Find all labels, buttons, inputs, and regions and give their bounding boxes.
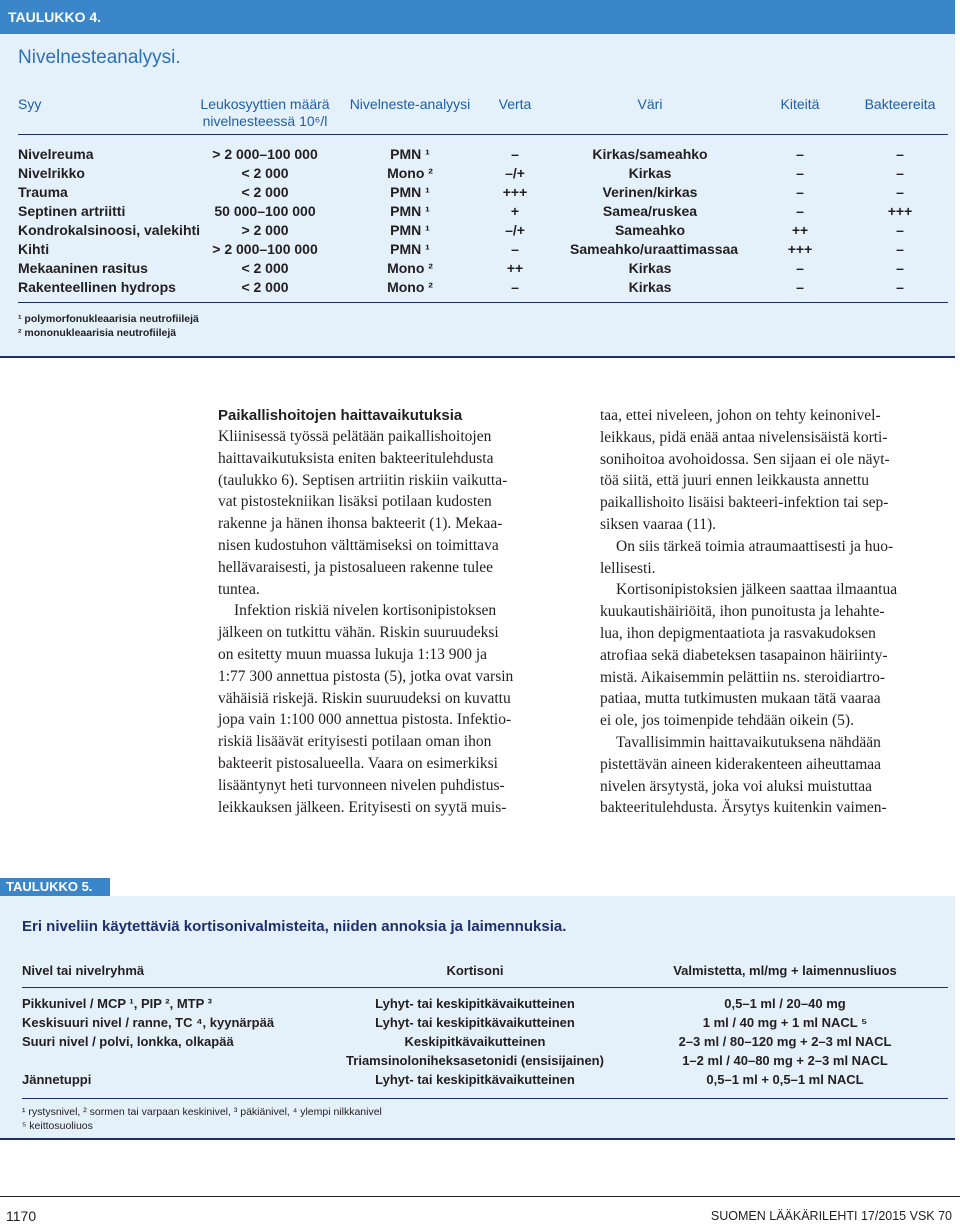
t4-cell-analyysi: PMN ¹ — [390, 184, 430, 200]
t4-cell-bakteereita: – — [896, 184, 904, 200]
t4-cell-bakteereita: – — [896, 165, 904, 181]
t4-cell-syy: Nivelreuma — [18, 146, 94, 162]
article-line: Kortisonipistoksien jälkeen saattaa ilmaantua — [616, 581, 898, 599]
t4-footnote-1: ¹ polymorfonukleaarisia neutrofiilejä — [18, 313, 199, 325]
article-line: patiaa, mutta tutkimusten mukaan tätä vaaraa — [600, 690, 881, 708]
t5-header-nivel: Nivel tai nivelryhmä — [22, 963, 145, 978]
footer-rule — [0, 1196, 960, 1197]
t4-cell-kiteita: – — [796, 146, 804, 162]
t5-header-kortisoni: Kortisoni — [446, 963, 504, 978]
t4-header-rule — [18, 134, 948, 135]
t4-cell-syy: Trauma — [18, 184, 68, 200]
t5-header-valmiste: Valmistetta, ml/mg + laimennusliuos — [673, 963, 897, 978]
t4-cell-bakteereita: – — [896, 222, 904, 238]
page-number: 1170 — [6, 1208, 37, 1224]
t4-cell-bakteereita: – — [896, 241, 904, 257]
article-line: Kliinisessä työssä pelätään paikallishoitojen — [218, 428, 492, 445]
t4-cell-vari: Kirkas/sameahko — [592, 146, 708, 162]
article-line: hellävaraisesti, ja pistosalueen rakenne tulee — [218, 558, 494, 576]
t5-cell-kortisoni: Lyhyt- tai keskipitkävaikutteinen — [375, 996, 575, 1011]
t4-cell-verta: – — [511, 279, 519, 295]
t4-cell-verta: – — [511, 241, 519, 257]
article-line: lisääntynyt heti turvonneen nivelen puhdistus- — [218, 776, 505, 794]
article-col1-text — [218, 426, 573, 818]
t4-cell-verta: ++ — [506, 260, 524, 276]
t4-cell-vari: Verinen/kirkas — [602, 184, 698, 200]
article-line: On siis tärkeä toimia atraumaattisesti ja huo- — [616, 537, 894, 555]
article-line: ei ole, jos toimenpide tehdään oikein (5). — [600, 712, 854, 730]
t5-header-rule — [22, 987, 948, 988]
t4-cell-vari: Samea/ruskea — [602, 203, 698, 219]
article-col2-text — [600, 405, 955, 819]
t4-cell-verta: +++ — [502, 184, 528, 200]
t5-cell-kortisoni: Lyhyt- tai keskipitkävaikutteinen — [375, 1015, 575, 1030]
article-line: bakteerit pistosalueella. Vaara on esimerkiksi — [218, 754, 498, 772]
t4-cell-kiteita: +++ — [787, 241, 813, 257]
t5-cell-valmiste: 2–3 ml / 80–120 mg + 2–3 ml NACL — [678, 1034, 892, 1049]
article-line: haittavaikutuksista eniten bakteeritulehdusta — [218, 449, 494, 467]
table5-title: Eri niveliin käytettäviä kortisonivalmisteita, niiden annoksia ja laimennuksia. — [22, 918, 567, 935]
t4-cell-analyysi: Mono ² — [387, 279, 433, 295]
t4-cell-leuko: > 2 000–100 000 — [212, 146, 318, 162]
table4-label: TAULUKKO 4. — [8, 9, 102, 25]
article-line: kuukautishäiriöitä, ihon punoitusta ja lehahte- — [600, 603, 885, 621]
article-line: vähäisiä riskejä. Riskin suuruudeksi on kuvattu — [218, 689, 511, 707]
t4-cell-syy: Septinen artriitti — [18, 203, 126, 219]
t4-cell-bakteereita: – — [896, 260, 904, 276]
t4-header-leuko-line2: nivelnesteessä 10⁶/l — [202, 113, 328, 129]
article-line: lua, ihon depigmentaatiota ja rasvakudoksen — [600, 624, 876, 642]
article-column-2 — [600, 405, 955, 819]
t4-cell-leuko: < 2 000 — [241, 165, 289, 181]
t4-cell-leuko: 50 000–100 000 — [214, 203, 316, 219]
t4-cell-leuko: > 2 000–100 000 — [212, 241, 318, 257]
t4-cell-analyysi: PMN ¹ — [390, 222, 430, 238]
t4-cell-leuko: > 2 000 — [241, 222, 289, 238]
table4-label-bar — [0, 0, 955, 34]
article-line: vat pistostekniikan lisäksi potilaan kudosten — [218, 493, 492, 511]
t4-cell-vari: Kirkas — [628, 279, 672, 295]
t5-footnote-2: ⁵ keittosuoliuos — [22, 1120, 93, 1132]
article-line: leikkaus, pidä enää antaa nivelensisäistä korti- — [600, 428, 888, 446]
article-line: jopa vain 1:100 000 annettua pistosta. Infektio- — [218, 711, 512, 729]
t4-cell-syy: Kondrokalsinoosi, valekihti — [18, 222, 201, 238]
t4-cell-kiteita: – — [796, 260, 804, 276]
t4-cell-analyysi: PMN ¹ — [390, 203, 430, 219]
t4-cell-verta: –/+ — [505, 222, 525, 238]
t4-cell-bakteereita: – — [896, 279, 904, 295]
t5-footnote-1: ¹ rystysnivel, ² sormen tai varpaan keskinivel, ³ päkiänivel, ⁴ ylempi nilkkanivel — [22, 1106, 382, 1118]
t4-cell-syy: Nivelrikko — [18, 165, 85, 181]
article-line: Tavallisimmin haittavaikutuksena nähdään — [616, 733, 881, 751]
table4-title: Nivelnesteanalyysi. — [18, 47, 181, 68]
t4-cell-leuko: < 2 000 — [241, 184, 289, 200]
t5-footer-rule — [22, 1098, 948, 1099]
t4-cell-analyysi: Mono ² — [387, 260, 433, 276]
t4-cell-kiteita: – — [796, 203, 804, 219]
t5-cell-valmiste: 1 ml / 40 mg + 1 ml NACL ⁵ — [702, 1015, 868, 1030]
t5-cell-valmiste: 0,5–1 ml / 20–40 mg — [724, 996, 846, 1011]
article-line: mistä. Aikaisemmin pelättiin ns. steroidiartro- — [600, 668, 885, 686]
article-line: tuntea. — [218, 580, 260, 598]
t5-cell-nivel: Jännetuppi — [22, 1072, 92, 1087]
t4-footnote-2: ² mononukleaarisia neutrofiilejä — [18, 327, 177, 339]
t5-cell-kortisoni: Keskipitkävaikutteinen — [404, 1034, 546, 1049]
table5-label-bar — [0, 878, 110, 896]
t4-cell-analyysi: Mono ² — [387, 165, 433, 181]
t4-cell-analyysi: PMN ¹ — [390, 146, 430, 162]
article-line: paikallishoito lisäisi bakteeri-infektion tai sep- — [600, 494, 889, 512]
t4-cell-kiteita: – — [796, 279, 804, 295]
t4-header-kiteita: Kiteitä — [780, 96, 820, 112]
t4-header-analyysi: Nivelneste-analyysi — [349, 96, 471, 112]
article-line: 1:77 300 annettua pistosta (5), jotka ovat varsin — [218, 667, 514, 685]
t4-cell-verta: –/+ — [505, 165, 525, 181]
article-line: leikkauksen jälkeen. Erityisesti on syytä muis- — [218, 798, 507, 816]
t4-cell-kiteita: ++ — [791, 222, 809, 238]
t4-header-bakteereita: Bakteereita — [864, 96, 936, 112]
t4-cell-syy: Kihti — [18, 241, 50, 257]
t4-header-vari: Väri — [637, 96, 663, 112]
journal-name: SUOMEN LÄÄKÄRILEHTI 17/2015 VSK 70 — [710, 1209, 952, 1223]
t4-header-leuko-line1: Leukosyyttien määrä — [200, 96, 330, 112]
t4-cell-syy: Mekaaninen rasitus — [18, 260, 148, 276]
article-line: on esitetty muun muassa lukuja 1:13 900 ja — [218, 645, 488, 663]
t4-cell-vari: Kirkas — [628, 165, 672, 181]
article-line: taa, ettei niveleen, johon on tehty keinonivel- — [600, 407, 881, 424]
article-line: Infektion riskiä nivelen kortisonipistoksen — [234, 602, 497, 620]
t4-cell-bakteereita: – — [896, 146, 904, 162]
t5-cell-valmiste: 1–2 ml / 40–80 mg + 2–3 ml NACL — [682, 1053, 888, 1068]
t4-cell-verta: – — [511, 146, 519, 162]
t4-cell-kiteita: – — [796, 184, 804, 200]
table5-label: TAULUKKO 5. — [6, 879, 93, 894]
article-column-1 — [218, 405, 573, 818]
t4-cell-syy: Rakenteellinen hydrops — [18, 279, 176, 295]
article-line: nisen kudostuhon välttämiseksi on toimittava — [218, 536, 499, 554]
article-line: jälkeen on tutkittu vähän. Riskin suuruudeksi — [218, 624, 499, 642]
t4-cell-vari: Sameahko/uraattimassaa — [570, 241, 739, 257]
t5-cell-nivel: Pikkunivel / MCP ¹, PIP ², MTP ³ — [22, 996, 212, 1011]
t4-cell-leuko: < 2 000 — [241, 279, 289, 295]
article-line: nivelen ärsytystä, joka voi aluksi muistuttaa — [600, 777, 873, 795]
article-line: siksen vaaraa (11). — [600, 515, 717, 533]
t4-footer-rule — [18, 302, 948, 303]
t4-header-leuko — [185, 96, 345, 130]
t5-cell-kortisoni: Lyhyt- tai keskipitkävaikutteinen — [375, 1072, 575, 1087]
t4-cell-analyysi: PMN ¹ — [390, 241, 430, 257]
article-line: rakenne ja hänen ihonsa bakteerit (1). Mekaa- — [218, 515, 503, 533]
t4-cell-vari: Sameahko — [614, 222, 686, 238]
t5-cell-kortisoni: Triamsinoloniheksasetonidi (ensisijainen) — [346, 1053, 604, 1068]
t4-cell-kiteita: – — [796, 165, 804, 181]
t4-cell-leuko: < 2 000 — [241, 260, 289, 276]
t4-header-verta: Verta — [498, 96, 532, 112]
article-line: atrofiaa sekä diabeteksen tasapainon häiriinty- — [600, 646, 888, 664]
t4-header-syy: Syy — [18, 96, 42, 112]
article-subhead: Paikallishoitojen haittavaikutuksia — [218, 407, 463, 424]
t4-cell-bakteereita: +++ — [887, 203, 913, 219]
t4-cell-vari: Kirkas — [628, 260, 672, 276]
article-line: riskiä lisäävät erityisesti potilaan oman ihon — [218, 733, 492, 751]
article-line: sonihoitoa avohoidossa. Sen sijaan ei ole näyt- — [600, 450, 890, 468]
article-line: bakteeritulehdusta. Ärsytys kuitenkin vaimen- — [600, 799, 887, 817]
t5-cell-nivel: Keskisuuri nivel / ranne, TC ⁴, kyynärpää — [22, 1015, 275, 1030]
article-line: pistettävän aineen kiderakenteen aiheuttamaa — [600, 755, 882, 773]
t4-cell-verta: + — [510, 203, 520, 219]
article-line: (taulukko 6). Septisen artriitin riskiin vaikutta- — [218, 471, 508, 489]
article-line: töä siitä, että juuri ennen leikkausta annettu — [600, 472, 870, 490]
article-line: lellisesti. — [600, 559, 656, 577]
t5-cell-valmiste: 0,5–1 ml + 0,5–1 ml NACL — [706, 1072, 864, 1087]
t5-cell-nivel: Suuri nivel / polvi, lonkka, olkapää — [22, 1034, 234, 1049]
